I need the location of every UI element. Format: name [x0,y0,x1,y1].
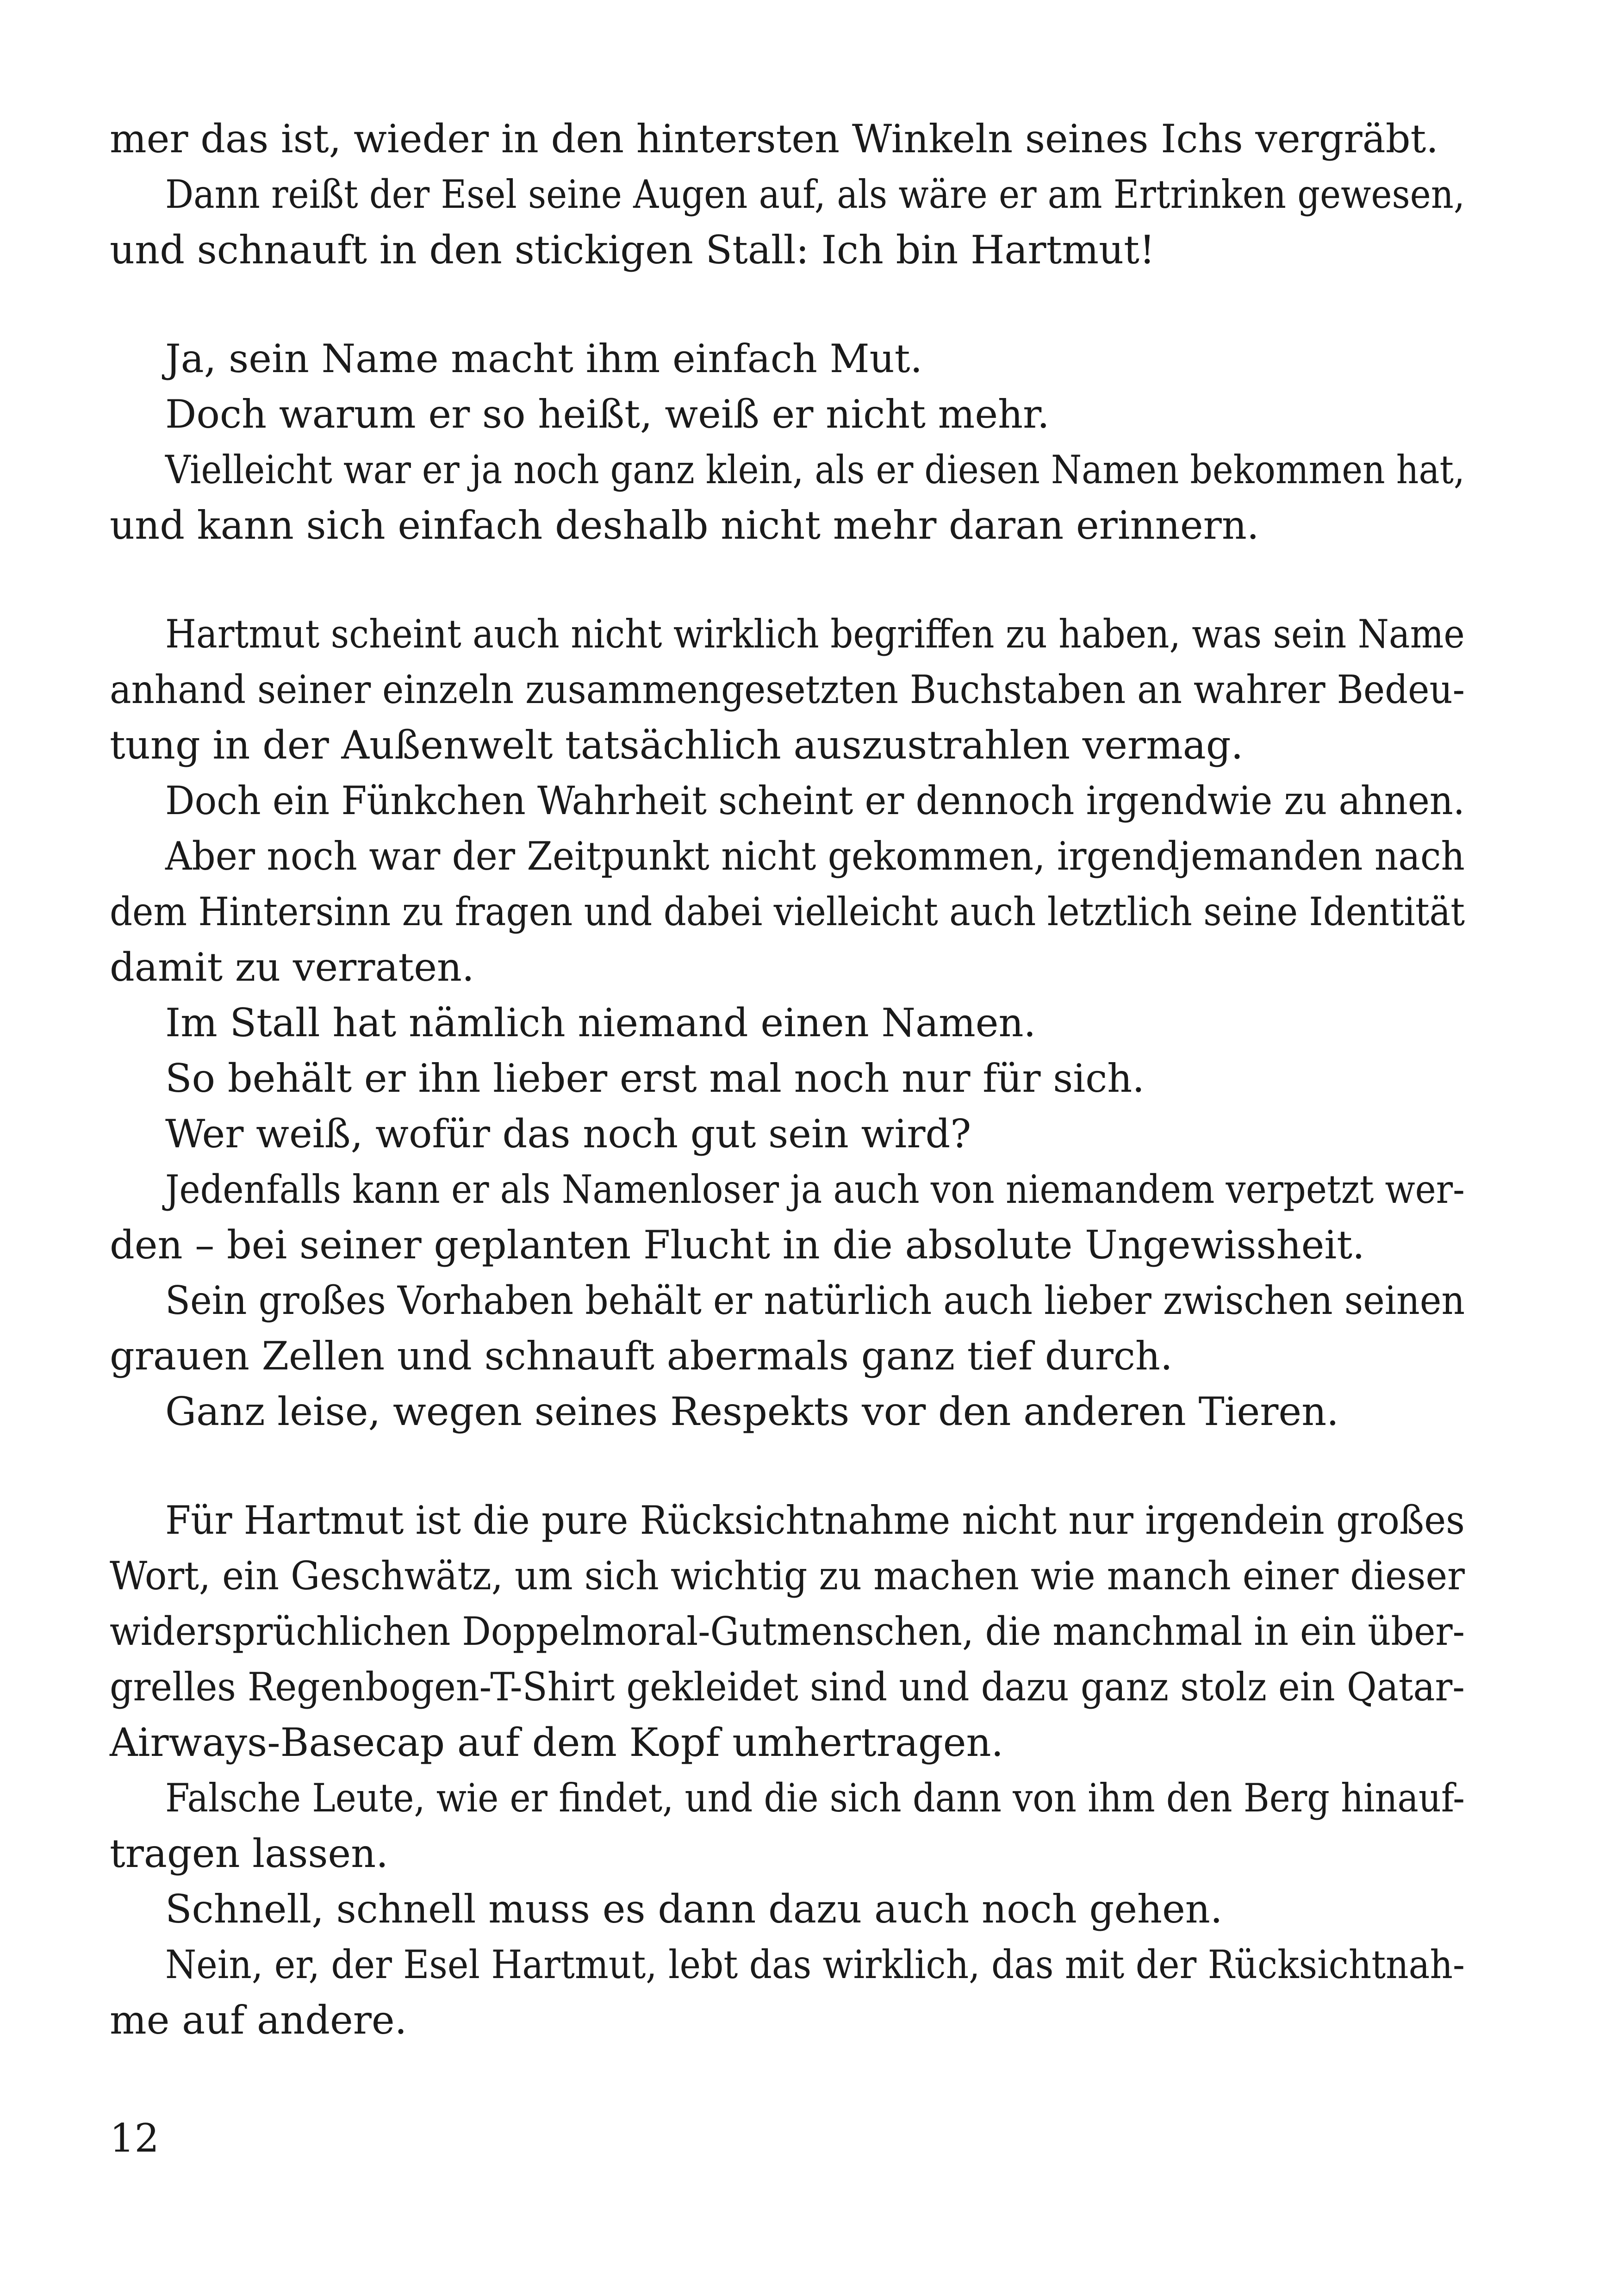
text-line: tung in der Außenwelt tatsächlich auszustrahlen vermag. [110,722,1244,768]
text-line: widersprüchlichen Doppelmoral-Gutmenschen, die manchmal in ein über- [110,1609,1465,1654]
text-line: So behält er ihn lieber erst mal noch nur für sich. [165,1056,1145,1101]
text-line: Falsche Leute, wie er findet, und die sich dann von ihm den Berg hinauf- [165,1775,1465,1821]
text-line: Im Stall hat nämlich niemand einen Namen. [165,1000,1036,1045]
text-line: Wort, ein Geschwätz, um sich wichtig zu machen wie manch einer dieser [110,1553,1465,1599]
text-line: tragen lassen. [110,1831,388,1876]
text-line: Dann reißt der Esel seine Augen auf, als wäre er am Ertrinken gewesen, [165,172,1465,217]
text-line: Vielleicht war er ja noch ganz klein, als er diesen Namen bekommen hat, [165,447,1465,492]
text-line: und schnauft in den stickigen Stall: Ich bin Hartmut! [110,227,1155,273]
text-line: Aber noch war der Zeitpunkt nicht gekommen, irgendjemanden nach [165,834,1465,879]
text-line: me auf andere. [110,1997,407,2043]
text-line: Ganz leise, wegen seines Respekts vor den anderen Tieren. [165,1389,1339,1434]
text-line: Wer weiß, wofür das noch gut sein wird? [165,1111,971,1157]
text-line: anhand seiner einzeln zusammengesetzten Buchstaben an wahrer Bedeu- [110,667,1465,712]
text-line: Doch warum er so heißt, weiß er nicht mehr. [165,392,1050,437]
text-line: Jedenfalls kann er als Namenloser ja auch von niemandem verpetzt wer- [165,1167,1465,1212]
page-number: 12 [110,2116,159,2161]
text-line: Ja, sein Name macht ihm einfach Mut. [165,336,923,381]
text-line: Doch ein Fünkchen Wahrheit scheint er dennoch irgendwie zu ahnen. [165,778,1465,823]
text-line: Airways-Basecap auf dem Kopf umhertragen. [110,1720,1004,1765]
text-line: mer das ist, wieder in den hintersten Winkeln seines Ichs vergräbt. [110,116,1438,162]
text-line: Für Hartmut ist die pure Rücksichtnahme nicht nur irgendein großes [165,1498,1465,1543]
text-line: dem Hintersinn zu fragen und dabei vielleicht auch letztlich seine Identität [110,889,1465,934]
text-line: grauen Zellen und schnauft abermals ganz tief durch. [110,1333,1173,1379]
text-line: Hartmut scheint auch nicht wirklich begriffen zu haben, was sein Name [165,611,1465,657]
text-line: den – bei seiner geplanten Flucht in die absolute Ungewissheit. [110,1222,1365,1268]
text-line: damit zu verraten. [110,945,474,990]
text-line: Sein großes Vorhaben behält er natürlich auch lieber zwischen seinen [165,1278,1465,1323]
text-line: und kann sich einfach deshalb nicht mehr daran erinnern. [110,503,1259,548]
text-line: Nein, er, der Esel Hartmut, lebt das wirklich, das mit der Rücksichtnah- [165,1942,1465,1987]
text-line: grelles Regenbogen-T-Shirt gekleidet sind und dazu ganz stolz ein Qatar- [110,1664,1465,1710]
text-line: Schnell, schnell muss es dann dazu auch noch gehen. [165,1886,1223,1932]
